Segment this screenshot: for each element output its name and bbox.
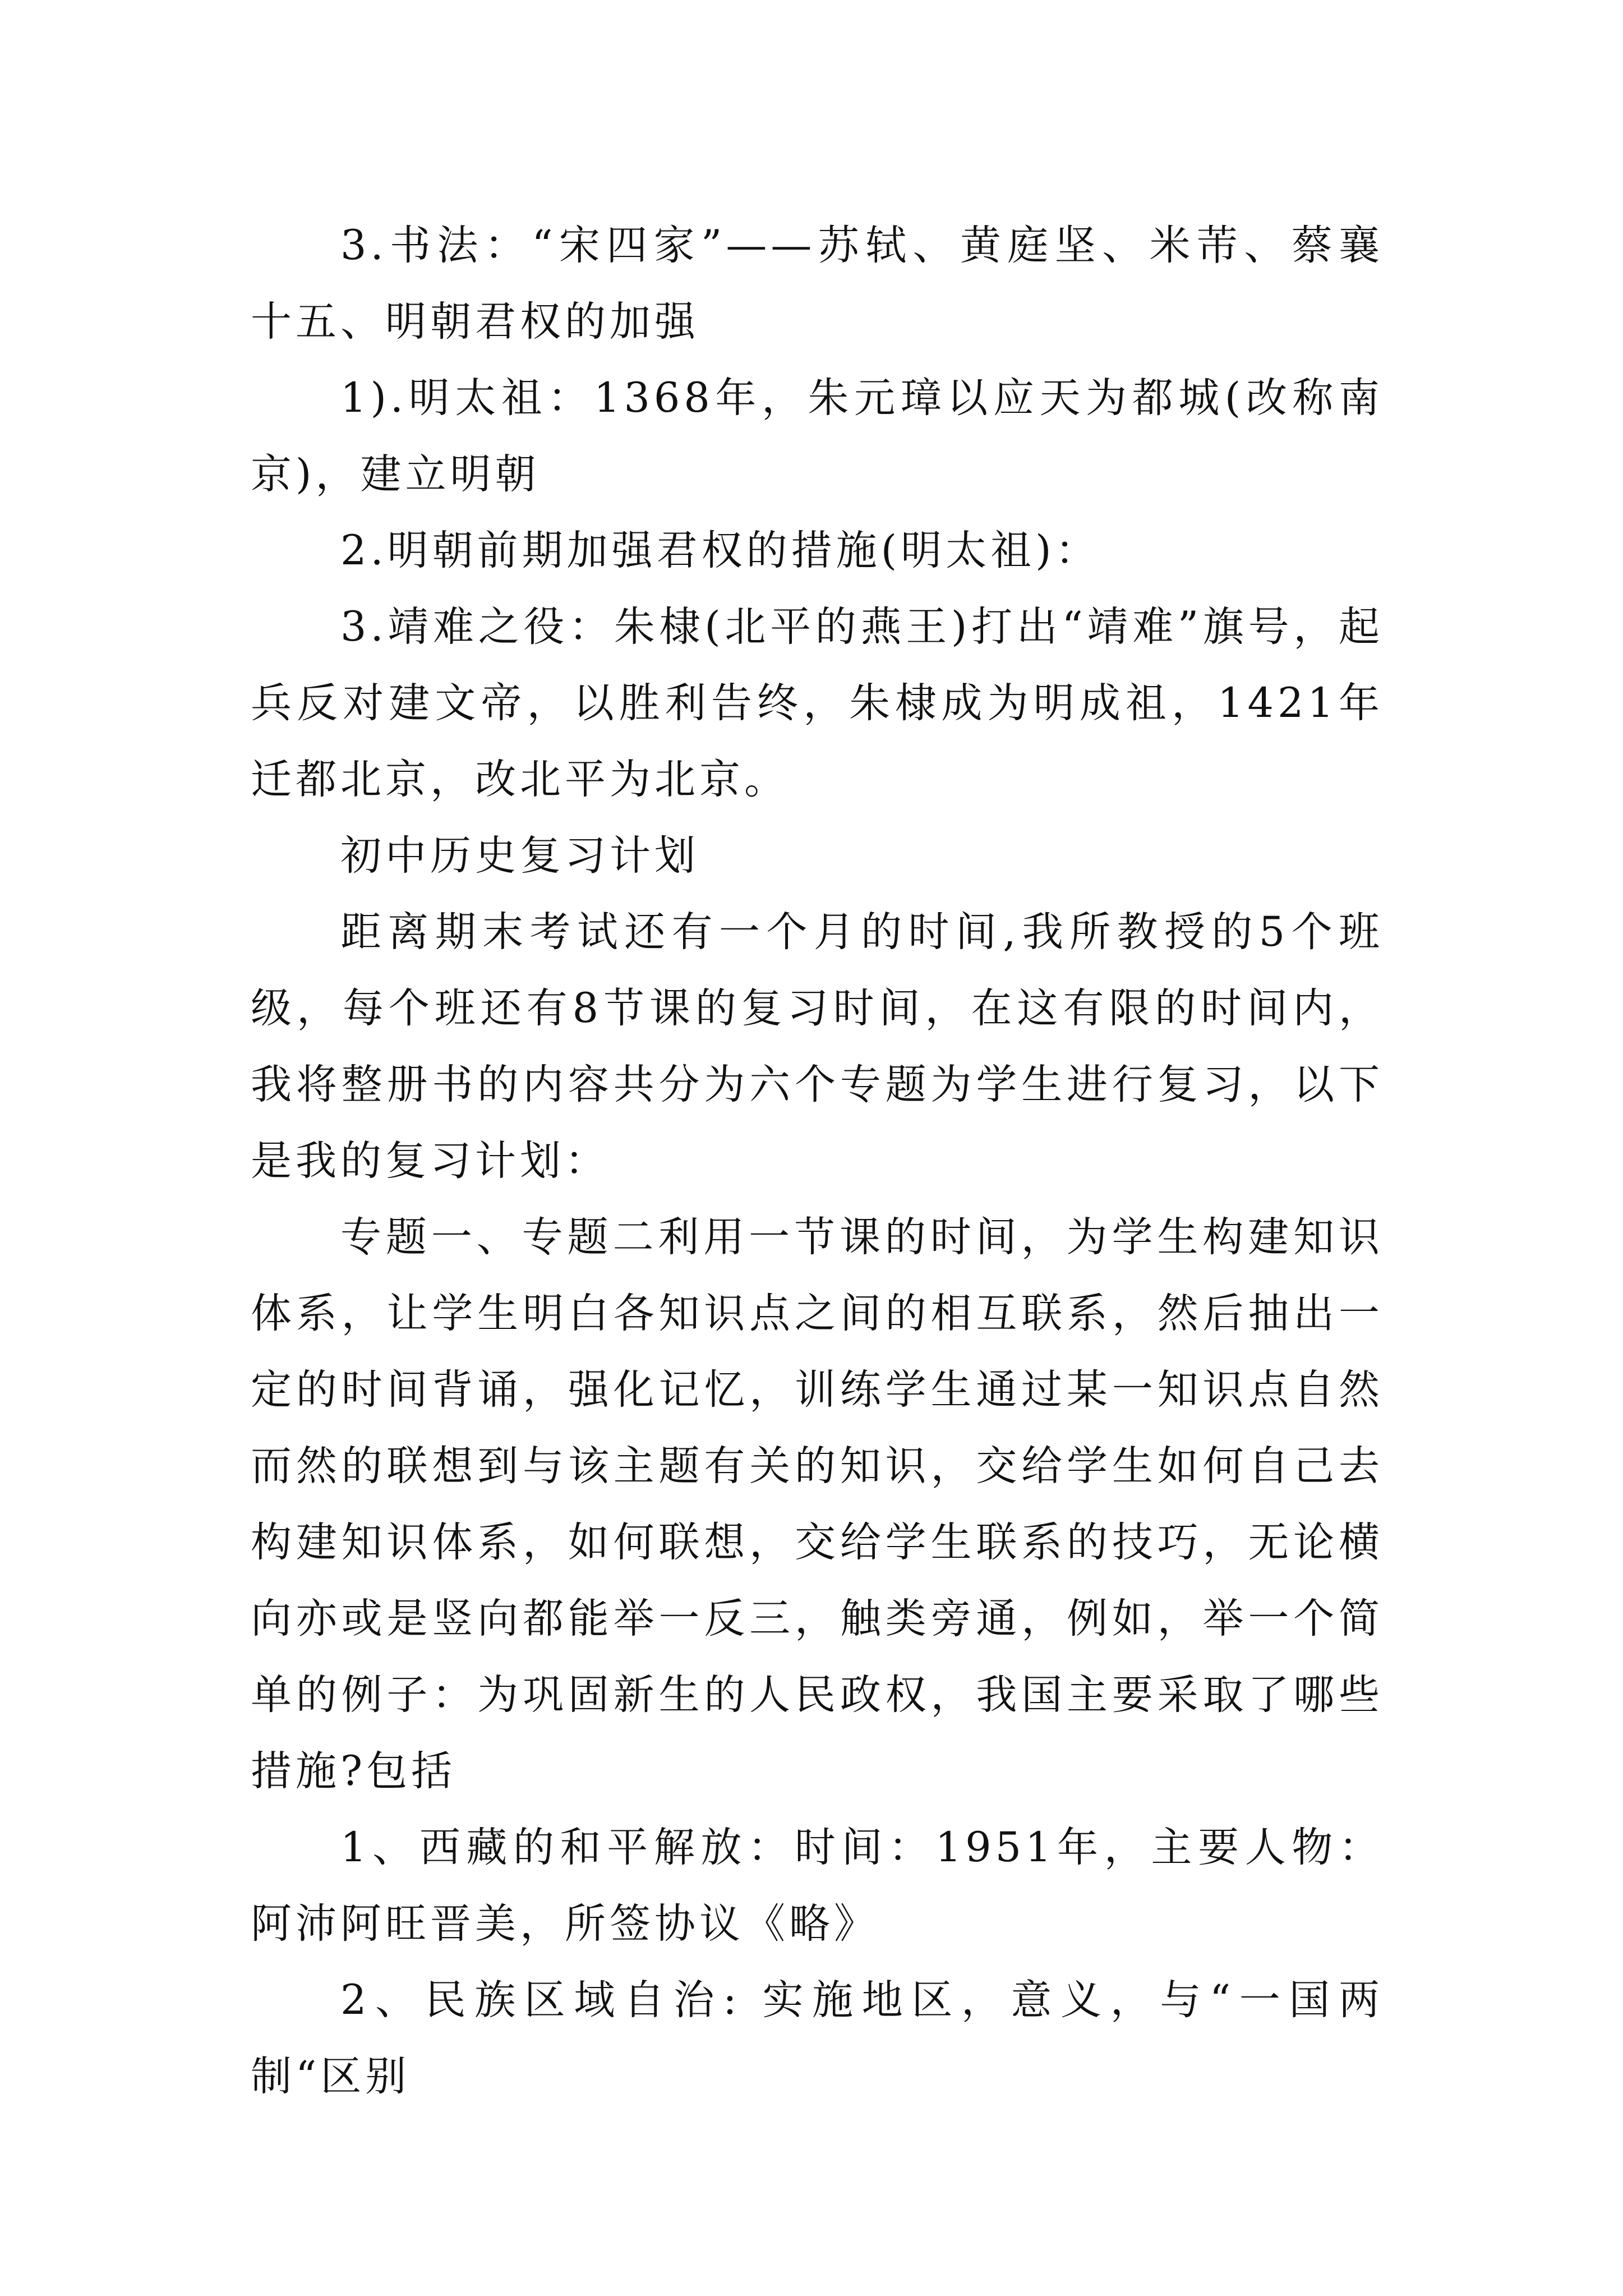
paragraph-ming-measures: 2.明朝前期加强君权的措施(明太祖)： bbox=[340, 527, 1100, 574]
paragraph-intro: 距离期末考试还有一个月的时间,我所教授的5个班级，每个班还有8节课的复习时间，在这有限的时间内，我将整册书的内容共分为六个专题为学生进行复习，以下是我的复习计划： bbox=[251, 908, 1384, 1185]
paragraph-regional-autonomy: 2、民族区域自治: 实施地区，意义，与“一国两制“区别 bbox=[251, 1976, 1384, 2100]
paragraph-tibet: 1、西藏的和平解放：时间：1951年，主要人物：阿沛阿旺晋美，所签协议《略》 bbox=[251, 1824, 1384, 1948]
paragraph-jingnan: 3.靖难之役：朱棣(北平的燕王)打出“靖难”旗号，起兵反对建文帝，以胜利告终，朱棣成为明成祖，1421年迁都北京，改北平为北京。 bbox=[251, 603, 1384, 803]
section-title: 初中历史复习计划 bbox=[340, 832, 699, 880]
paragraph-topic-one-two: 专题一、专题二利用一节课的时间，为学生构建知识体系，让学生明白各知识点之间的相互联系，然后抽出一定的时间背诵，强化记忆，训练学生通过某一知识点自然而然的联想到与该主题有关的知识，交给学生如何自己去构建知识体系，如何联想，交给学生联系的技巧，无论横向亦或是竖向都能举一反三，触类旁通，例如，举一个简单的例子：为巩固新生的人民政权，我国主要采取了哪些措施?包括 bbox=[251, 1213, 1384, 1795]
paragraph-ming-taizu: 1).明太祖：1368年，朱元璋以应天为都城(改称南京)，建立明朝 bbox=[251, 374, 1384, 498]
document-body bbox=[251, 208, 1384, 2115]
paragraph-calligraphy: 3.书法：“宋四家”——苏轼、黄庭坚、米芾、蔡襄 十五、明朝君权的加强 bbox=[251, 222, 1384, 346]
